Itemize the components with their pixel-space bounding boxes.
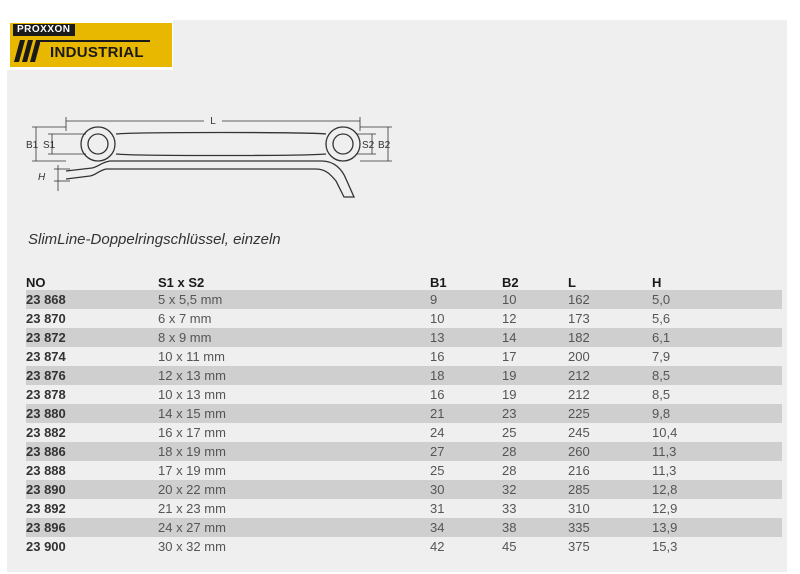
cell-b2: 32 — [502, 480, 568, 499]
cell-b2: 17 — [502, 347, 568, 366]
cell-b2: 28 — [502, 461, 568, 480]
cell-b1: 9 — [430, 290, 502, 309]
dimension-label-b2: B2 — [378, 140, 391, 151]
cell-h: 5,0 — [652, 290, 782, 309]
cell-b2: 45 — [502, 537, 568, 556]
dimension-label-b1: B1 — [26, 140, 39, 151]
cell-b2: 33 — [502, 499, 568, 518]
cell-no: 23 890 — [26, 480, 158, 499]
cell-size: 30 x 32 mm — [158, 537, 430, 556]
table-row — [26, 290, 782, 309]
cell-l: 225 — [568, 404, 652, 423]
cell-l: 173 — [568, 309, 652, 328]
cell-size: 24 x 27 mm — [158, 518, 430, 537]
product-title: SlimLine-Doppelringschlüssel, einzeln — [28, 231, 281, 248]
cell-b1: 18 — [430, 366, 502, 385]
cell-size: 16 x 17 mm — [158, 423, 430, 442]
cell-size: 10 x 13 mm — [158, 385, 430, 404]
cell-b1: 16 — [430, 385, 502, 404]
table-row — [26, 328, 782, 347]
cell-size: 12 x 13 mm — [158, 366, 430, 385]
cell-l: 200 — [568, 347, 652, 366]
cell-no: 23 896 — [26, 518, 158, 537]
cell-l: 212 — [568, 385, 652, 404]
cell-size: 8 x 9 mm — [158, 328, 430, 347]
cell-size: 5 x 5,5 mm — [158, 290, 430, 309]
wrench-diagram — [26, 105, 406, 215]
cell-h: 11,3 — [652, 461, 782, 480]
cell-size: 10 x 11 mm — [158, 347, 430, 366]
proxxon-industrial-logo — [7, 20, 173, 70]
cell-no: 23 868 — [26, 290, 158, 309]
cell-h: 10,4 — [652, 423, 782, 442]
cell-size: 18 x 19 mm — [158, 442, 430, 461]
dimension-label-s2: S2 — [362, 140, 375, 151]
cell-b1: 27 — [430, 442, 502, 461]
table-row — [26, 499, 782, 518]
cell-no: 23 900 — [26, 537, 158, 556]
cell-b1: 21 — [430, 404, 502, 423]
cell-b1: 10 — [430, 309, 502, 328]
table-row — [26, 366, 782, 385]
cell-h: 15,3 — [652, 537, 782, 556]
cell-no: 23 878 — [26, 385, 158, 404]
table-header-row — [26, 272, 782, 290]
cell-size: 17 x 19 mm — [158, 461, 430, 480]
dimension-label-s1: S1 — [43, 140, 56, 151]
column-header-b2: B2 — [502, 275, 519, 290]
column-header-l: L — [568, 275, 576, 290]
table-row — [26, 347, 782, 366]
cell-size: 14 x 15 mm — [158, 404, 430, 423]
cell-h: 9,8 — [652, 404, 782, 423]
cell-b2: 12 — [502, 309, 568, 328]
cell-h: 7,9 — [652, 347, 782, 366]
cell-l: 182 — [568, 328, 652, 347]
cell-h: 13,9 — [652, 518, 782, 537]
column-header-size: S1 x S2 — [158, 275, 205, 290]
cell-no: 23 874 — [26, 347, 158, 366]
cell-l: 335 — [568, 518, 652, 537]
dimension-label-l: L — [210, 116, 216, 127]
cell-no: 23 880 — [26, 404, 158, 423]
spec-table — [26, 272, 782, 556]
cell-b1: 34 — [430, 518, 502, 537]
cell-l: 285 — [568, 480, 652, 499]
cell-b1: 24 — [430, 423, 502, 442]
cell-no: 23 872 — [26, 328, 158, 347]
cell-b2: 10 — [502, 290, 568, 309]
cell-b2: 25 — [502, 423, 568, 442]
table-row — [26, 518, 782, 537]
table-row — [26, 404, 782, 423]
cell-h: 6,1 — [652, 328, 782, 347]
cell-size: 6 x 7 mm — [158, 309, 430, 328]
cell-b1: 25 — [430, 461, 502, 480]
cell-h: 8,5 — [652, 366, 782, 385]
table-row — [26, 385, 782, 404]
logo-brand: PROXXON — [13, 24, 75, 36]
cell-b2: 19 — [502, 385, 568, 404]
cell-b2: 23 — [502, 404, 568, 423]
cell-b1: 30 — [430, 480, 502, 499]
cell-no: 23 886 — [26, 442, 158, 461]
cell-no: 23 892 — [26, 499, 158, 518]
table-row — [26, 423, 782, 442]
cell-size: 20 x 22 mm — [158, 480, 430, 499]
table-body — [26, 290, 782, 556]
cell-b1: 13 — [430, 328, 502, 347]
cell-b2: 38 — [502, 518, 568, 537]
cell-h: 11,3 — [652, 442, 782, 461]
dimension-label-h: H — [38, 172, 46, 183]
column-header-no: NO — [26, 275, 46, 290]
table-row — [26, 537, 782, 556]
column-header-b1: B1 — [430, 275, 447, 290]
cell-b1: 31 — [430, 499, 502, 518]
cell-l: 216 — [568, 461, 652, 480]
cell-h: 12,8 — [652, 480, 782, 499]
cell-b2: 19 — [502, 366, 568, 385]
table-row — [26, 309, 782, 328]
cell-l: 260 — [568, 442, 652, 461]
cell-no: 23 882 — [26, 423, 158, 442]
cell-l: 310 — [568, 499, 652, 518]
cell-l: 212 — [568, 366, 652, 385]
column-header-h: H — [652, 275, 662, 290]
cell-b1: 42 — [430, 537, 502, 556]
cell-h: 8,5 — [652, 385, 782, 404]
cell-no: 23 888 — [26, 461, 158, 480]
cell-l: 162 — [568, 290, 652, 309]
logo-line: INDUSTRIAL — [40, 40, 150, 62]
table-row — [26, 480, 782, 499]
table-row — [26, 461, 782, 480]
cell-b2: 28 — [502, 442, 568, 461]
cell-l: 375 — [568, 537, 652, 556]
cell-l: 245 — [568, 423, 652, 442]
table-row — [26, 442, 782, 461]
cell-no: 23 870 — [26, 309, 158, 328]
cell-h: 5,6 — [652, 309, 782, 328]
cell-b1: 16 — [430, 347, 502, 366]
cell-h: 12,9 — [652, 499, 782, 518]
cell-no: 23 876 — [26, 366, 158, 385]
cell-size: 21 x 23 mm — [158, 499, 430, 518]
cell-b2: 14 — [502, 328, 568, 347]
